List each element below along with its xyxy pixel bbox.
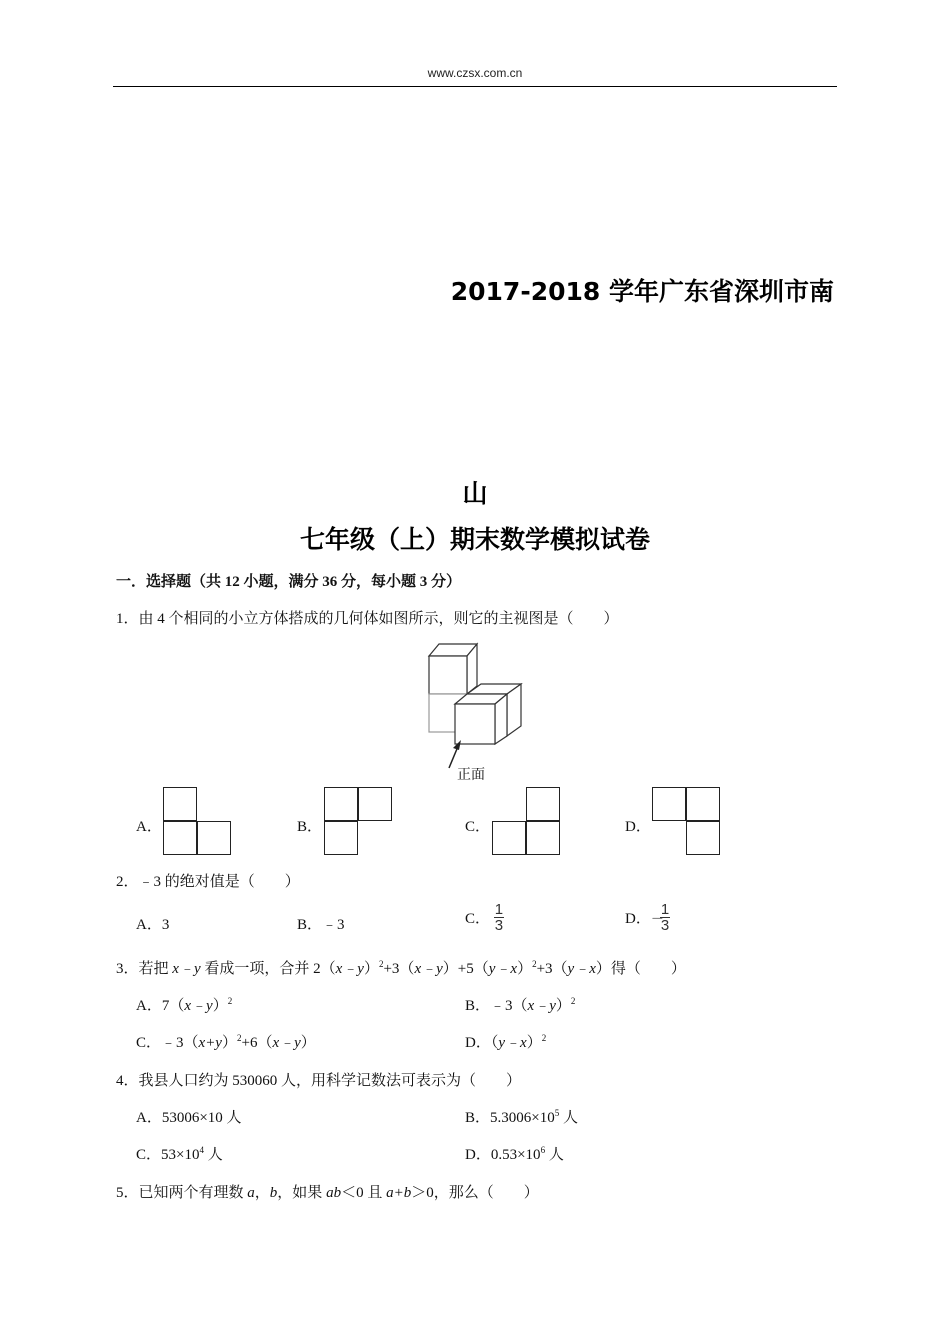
expr: x﹣y xyxy=(335,961,364,977)
question-5 xyxy=(116,1181,539,1202)
option-value: 53×10 xyxy=(161,1147,200,1163)
q3-option-a[interactable] xyxy=(136,994,232,1015)
exponent: 2 xyxy=(378,959,384,969)
q1-option-a-label: A． xyxy=(136,819,162,835)
option-label: B． xyxy=(297,917,323,933)
fraction: $\frac{1}{3}$ xyxy=(660,901,670,934)
question-2 xyxy=(116,870,300,891)
text: ＜0 且 xyxy=(341,1185,387,1201)
exponent: 2 xyxy=(227,996,233,1006)
text: ﹣3（ xyxy=(490,998,528,1014)
title-line-3: 七年级（上）期末数学模拟试卷 xyxy=(299,525,650,554)
q2-option-a[interactable] xyxy=(136,913,169,934)
text: 7（ xyxy=(161,998,185,1014)
option-label: B． xyxy=(465,998,491,1014)
front-label: 正面 xyxy=(457,767,485,783)
question-number: 4． xyxy=(116,1073,139,1089)
expr: x﹣y xyxy=(414,961,443,977)
title-line-1: 2017-2018 学年广东省深圳市南 xyxy=(450,277,834,306)
question-4 xyxy=(116,1069,521,1090)
section-heading: 一．选择题（共 12 小题，满分 36 分，每小题 3 分） xyxy=(116,574,462,590)
text: ， xyxy=(254,1185,270,1201)
option-label: C． xyxy=(465,911,491,927)
option-label: A． xyxy=(136,998,162,1014)
option-label: C． xyxy=(136,1035,162,1051)
cube-figure xyxy=(415,636,530,786)
text: ，如果 xyxy=(277,1185,327,1201)
text: 若把 xyxy=(138,961,173,977)
q3-option-b[interactable] xyxy=(465,994,575,1015)
text: ） xyxy=(300,1035,316,1051)
question-number: 1． xyxy=(116,611,139,627)
text: 看成一项，合并 2（ xyxy=(200,961,336,977)
q1-option-b-label: B． xyxy=(297,819,323,835)
question-3 xyxy=(116,957,686,978)
unit: 人 xyxy=(559,1110,578,1126)
expr: x+y xyxy=(198,1035,222,1051)
option-label: C． xyxy=(136,1147,162,1163)
q2-option-d[interactable] xyxy=(625,902,670,933)
title-line-2: 山 xyxy=(462,479,488,508)
q3-option-c[interactable] xyxy=(136,1031,316,1052)
q1-option-d-label: D． xyxy=(625,819,651,835)
question-number: 2． xyxy=(116,874,139,890)
exponent: 6 xyxy=(540,1145,546,1155)
option-value: 5.3006×10 xyxy=(490,1110,555,1126)
question-text: ﹣3 的绝对值是（ ） xyxy=(138,874,300,890)
question-1 xyxy=(116,607,619,628)
expr: x﹣y xyxy=(272,1035,301,1051)
text: （ xyxy=(490,1035,499,1051)
text: 已知两个有理数 xyxy=(138,1185,248,1201)
option-label: A． xyxy=(136,1110,162,1126)
expr: x﹣y xyxy=(184,998,213,1014)
option-label: B． xyxy=(465,1110,491,1126)
header-divider xyxy=(113,86,837,87)
exponent: 2 xyxy=(541,1033,547,1043)
exponent: 2 xyxy=(236,1033,242,1043)
expr: ab xyxy=(326,1185,342,1201)
text: +3（ xyxy=(383,961,415,977)
variable: a xyxy=(247,1185,255,1201)
option-label: D． xyxy=(465,1035,491,1051)
expr: x﹣y xyxy=(527,998,556,1014)
option-value: ﹣3 xyxy=(322,917,345,933)
exponent: 2 xyxy=(532,959,537,969)
text: +6（ xyxy=(241,1035,273,1051)
q4-option-c[interactable] xyxy=(136,1143,223,1164)
expr: a+b xyxy=(386,1185,412,1201)
text: ） xyxy=(555,998,571,1014)
text: ） xyxy=(517,961,533,977)
text: ） xyxy=(363,961,379,977)
unit: 人 xyxy=(203,1147,223,1163)
text: ﹣3（ xyxy=(161,1035,199,1051)
q1-option-c-label: C． xyxy=(465,819,491,835)
question-text: 我县人口约为 530060 人，用科学记数法可表示为（ ） xyxy=(138,1073,522,1089)
text: ）+5（ xyxy=(442,961,489,977)
option-value: 53006×10 人 xyxy=(161,1110,242,1126)
q2-option-c[interactable] xyxy=(465,902,504,933)
option-label: A． xyxy=(136,917,162,933)
option-value: 3 xyxy=(161,917,170,933)
option-value: 0.53×10 xyxy=(490,1147,541,1163)
expr: y﹣x xyxy=(488,961,518,977)
q4-option-d[interactable] xyxy=(465,1143,564,1164)
option-label: D． xyxy=(625,911,651,927)
minus-sign: － xyxy=(650,911,664,926)
expr: x﹣y xyxy=(172,961,201,977)
q4-option-a[interactable] xyxy=(136,1106,242,1127)
unit: 人 xyxy=(545,1147,564,1163)
q2-option-b[interactable] xyxy=(297,913,345,934)
fraction: $\frac{1}{3}$ xyxy=(494,901,504,934)
option-label: D． xyxy=(465,1147,491,1163)
expr: y﹣x xyxy=(567,961,596,977)
q3-option-d[interactable] xyxy=(465,1031,546,1052)
q4-option-b[interactable] xyxy=(465,1106,578,1127)
exponent: 4 xyxy=(199,1145,204,1155)
text: ）得（ ） xyxy=(595,961,686,977)
text: ） xyxy=(212,998,228,1014)
text: ） xyxy=(221,1035,237,1051)
question-number: 5． xyxy=(116,1185,139,1201)
text: +3（ xyxy=(536,961,568,977)
expr: y﹣x xyxy=(498,1035,527,1051)
header-url: www.czsx.com.cn xyxy=(427,66,523,80)
question-number: 3． xyxy=(116,961,139,977)
variable: b xyxy=(269,1185,278,1201)
question-text: 由 4 个相同的小立方体搭成的几何体如图所示，则它的主视图是（ ） xyxy=(138,611,619,627)
text: ） xyxy=(526,1035,542,1051)
exponent: 2 xyxy=(570,996,576,1006)
exponent: 5 xyxy=(554,1108,560,1118)
text: ＞0，那么（ ） xyxy=(411,1185,539,1201)
